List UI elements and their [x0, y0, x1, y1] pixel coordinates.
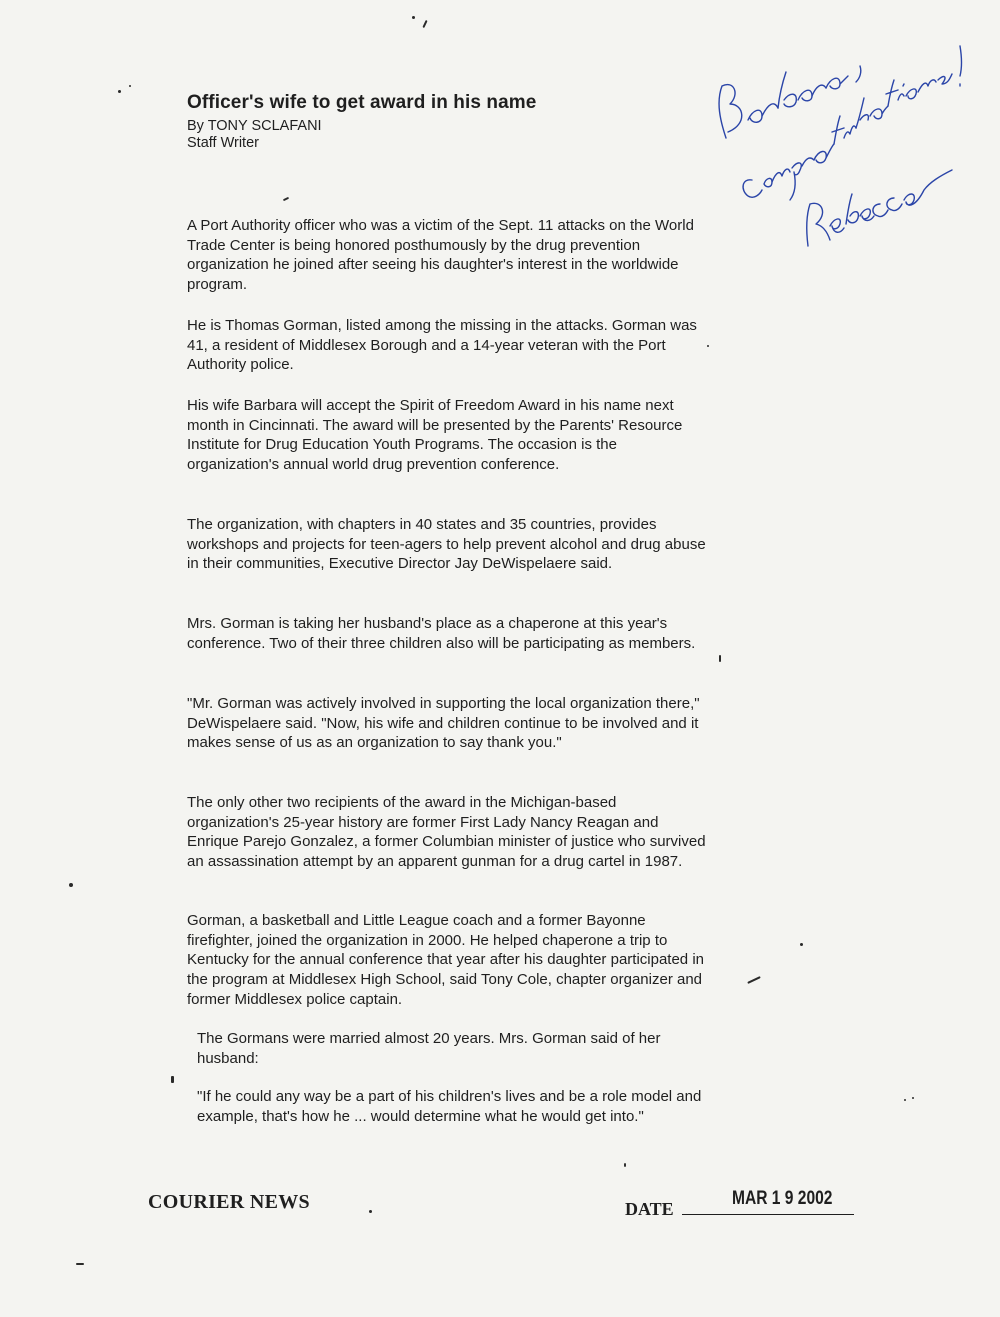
- article-byline: By TONY SCLAFANI: [187, 118, 322, 134]
- article-paragraph: His wife Barbara will accept the Spirit of Freedom Award in his name next month in Cincinnati. The award will be presented by the Parents' Resource Institute for Drug Education Youth Programs. The occasion is the organization's annual world drug prevention conference.: [187, 397, 683, 474]
- scan-speck: [800, 943, 803, 946]
- article-role: Staff Writer: [187, 135, 259, 151]
- date-underline: [682, 1214, 854, 1215]
- scan-speck: [719, 655, 721, 662]
- scan-speck: [412, 16, 415, 19]
- article-paragraph: "Mr. Gorman was actively involved in supporting the local organization there," DeWispelaere said. "Now, his wife and children continue to be involved and it makes sense of us as an organization to say thank you.": [187, 695, 700, 752]
- scan-speck: [283, 197, 289, 201]
- scan-speck: [118, 90, 121, 93]
- scan-speck: [76, 1263, 84, 1265]
- article-paragraph: Gorman, a basketball and Little League coach and a former Bayonne firefighter, joined the organization in 2000. He helped chaperone a trip to Kentucky for the annual conference that year after his daughter participated in the program at Middlesex High School, said Tony Cole, chapter organizer and former Middlesex police captain.: [187, 912, 704, 1008]
- scan-speck: [904, 1099, 906, 1101]
- scan-speck: [422, 20, 427, 28]
- scan-speck: [129, 85, 131, 87]
- scan-speck: [747, 976, 761, 984]
- article-paragraph: A Port Authority officer who was a victim of the Sept. 11 attacks on the World Trade Center is being honored posthumously by the drug prevention organization he joined after seeing his daughter's interest in the worldwide program.: [187, 217, 694, 294]
- article-paragraph: The Gormans were married almost 20 years. Mrs. Gorman said of her husband:: [197, 1030, 661, 1067]
- article-paragraph: The organization, with chapters in 40 states and 35 countries, provides workshops and projects for teen-agers to help prevent alcohol and drug abuse in their communities, Executive Director Jay DeWispelaere said.: [187, 516, 706, 573]
- publication-name: COURIER NEWS: [148, 1191, 310, 1213]
- article-headline: Officer's wife to get award in his name: [187, 92, 537, 113]
- scan-speck: [69, 883, 73, 887]
- scan-speck: [912, 1097, 914, 1099]
- scan-speck: [369, 1210, 372, 1213]
- article-paragraph: Mrs. Gorman is taking her husband's place as a chaperone at this year's conference. Two of their three children also will be participating as members.: [187, 615, 696, 652]
- scan-speck: [624, 1163, 626, 1167]
- date-label: DATE: [625, 1199, 674, 1219]
- scan-speck: [707, 345, 709, 347]
- handwritten-note: [690, 20, 990, 270]
- article-paragraph: He is Thomas Gorman, listed among the missing in the attacks. Gorman was 41, a resident of Middlesex Borough and a 14-year veteran with the Port Authority police.: [187, 317, 697, 374]
- article-paragraph: The only other two recipients of the award in the Michigan-based organization's 25-year history are former First Lady Nancy Reagan and Enrique Parejo Gonzalez, a former Columbian minister of justice who survived an assassination attempt by an apparent gunman for a drug cartel in 1987.: [187, 794, 706, 871]
- scan-speck: [171, 1076, 174, 1083]
- article-paragraph: "If he could any way be a part of his children's lives and be a role model and example, that's how he ... would determine what he would get into.": [197, 1088, 702, 1125]
- date-stamp: MAR 1 9 2002: [732, 1188, 833, 1209]
